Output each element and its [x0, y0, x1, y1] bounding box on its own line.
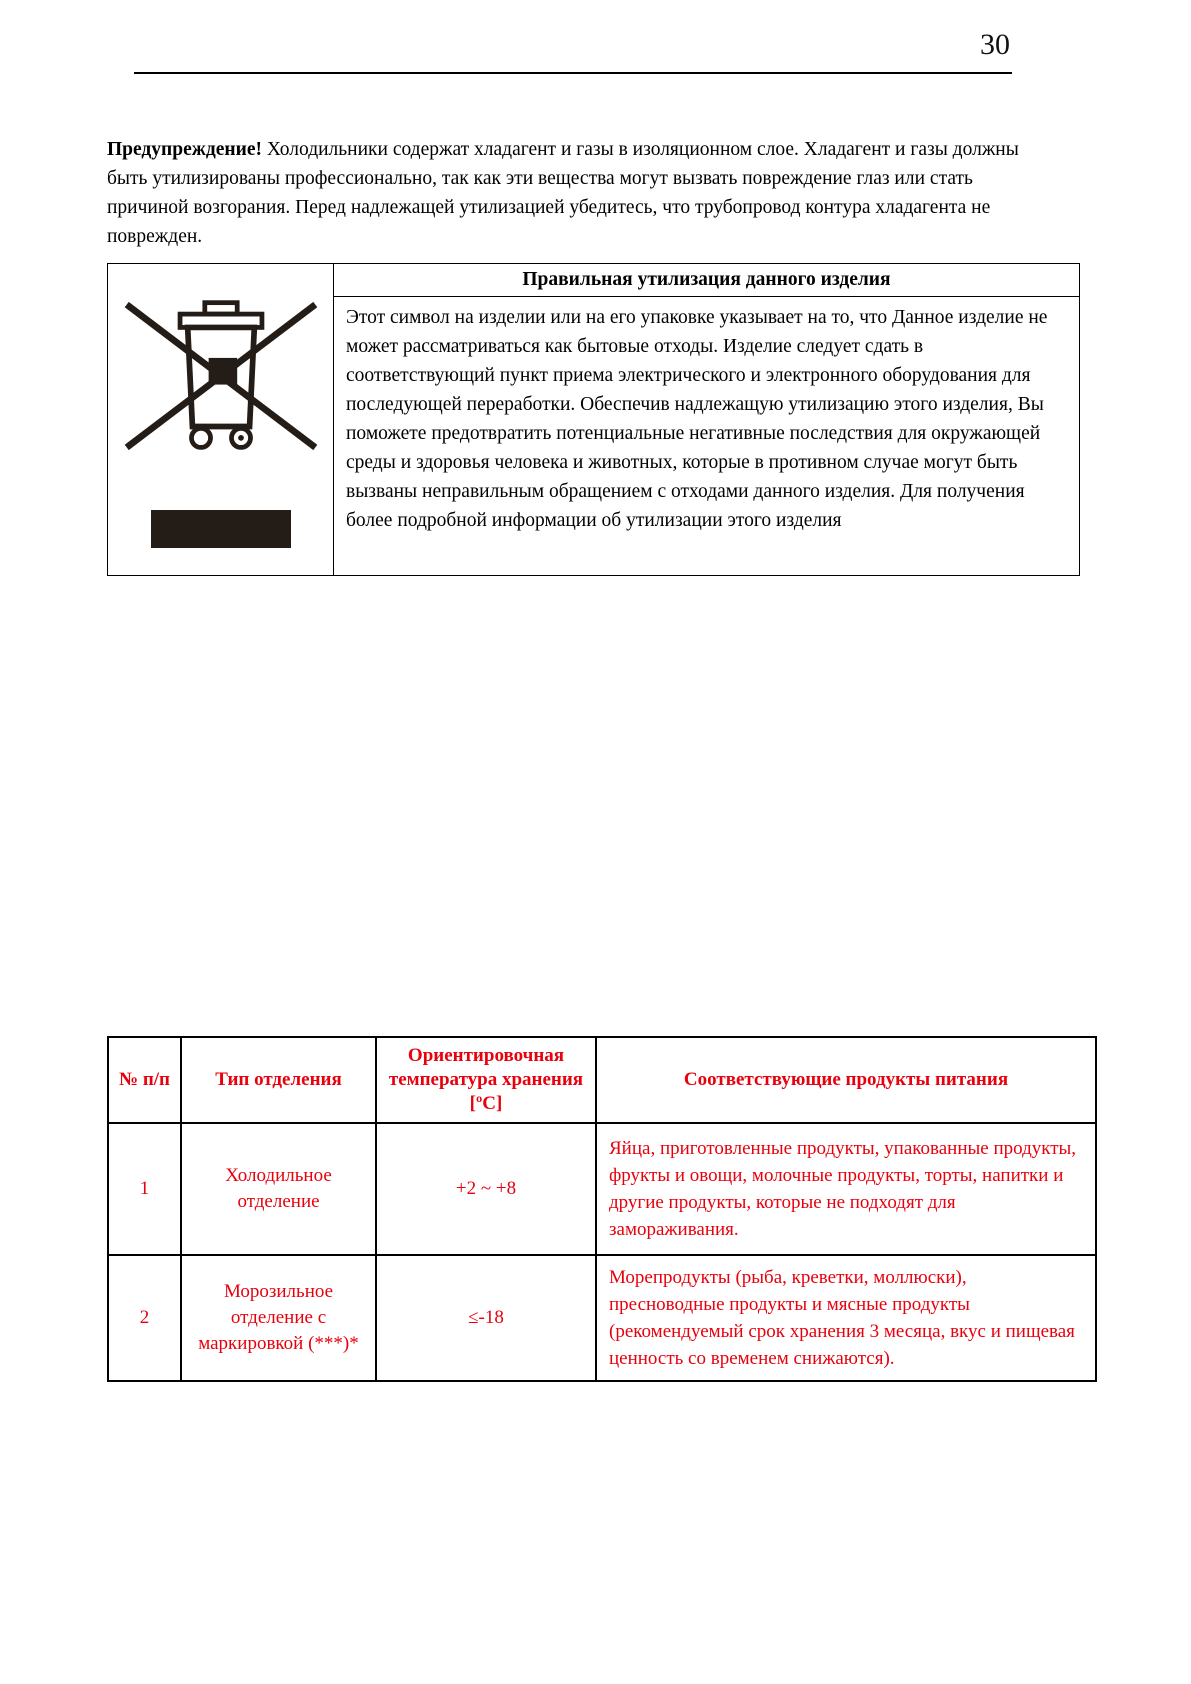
compartment-table	[107, 1036, 1097, 1382]
cell-storage-temperature: ≤-18	[376, 1255, 596, 1381]
warning-label: Предупреждение!	[107, 139, 263, 160]
header-rule	[134, 72, 1012, 74]
cell-compartment-type: Холодильное отделение	[181, 1123, 376, 1255]
page-number: 30	[980, 28, 1010, 61]
weee-symbol-cell	[108, 264, 334, 576]
disposal-body-text: Этот символ на изделии или на его упаковке указывает на то, что Данное изделие не может рассматриваться как бытовые отходы. Изделие следует сдать в соответствующий пункт приема электрического и электронного оборудования для последующей переработки. Обеспечив надлежащую утилизацию этого изделия, Вы поможете предотвратить потенциальные негативные последствия для окружающей среды и здоровья человека и животных, которые в противном случае могут быть вызваны неправильным обращением с отходами данного изделия. Для получения более подробной информации об утилизации этого изделия	[334, 297, 1080, 576]
cell-row-number: 1	[108, 1123, 181, 1255]
table-row	[108, 1255, 1096, 1381]
weee-crossed-out-wheeled-bin-icon	[121, 292, 321, 460]
table-row	[108, 1123, 1096, 1255]
col-header-suitable-foods: Соответствующие продукты питания	[596, 1037, 1096, 1123]
cell-suitable-foods: Яйца, приготовленные продукты, упакованные продукты, фрукты и овощи, молочные продукты, торты, напитки и другие продукты, которые не подходят для замораживания.	[596, 1123, 1096, 1255]
cell-suitable-foods: Морепродукты (рыба, креветки, моллюски), пресноводные продукты и мясные продукты (рекомендуемый срок хранения 3 месяца, вкус и пищевая ценность со временем снижаются).	[596, 1255, 1096, 1381]
cell-storage-temperature: +2 ~ +8	[376, 1123, 596, 1255]
weee-black-bar	[151, 510, 291, 548]
col-header-storage-temperature: Ориентировочная температура хранения [ºC]	[376, 1037, 596, 1123]
col-header-compartment-type: Тип отделения	[181, 1037, 376, 1123]
warning-paragraph	[107, 135, 1037, 251]
disposal-header-row	[108, 264, 1080, 297]
cell-row-number: 2	[108, 1255, 181, 1381]
disposal-table	[107, 263, 1080, 576]
compartment-header-row	[108, 1037, 1096, 1123]
disposal-title: Правильная утилизация данного изделия	[334, 264, 1080, 297]
cell-compartment-type: Морозильное отделение с маркировкой (***)*	[181, 1255, 376, 1381]
col-header-number: № п/п	[108, 1037, 181, 1123]
warning-text: Холодильники содержат хладагент и газы в изоляционном слое. Хладагент и газы должны быть утилизированы профессионально, так как эти вещества могут вызвать повреждение глаз или стать причиной возгорания. Перед надлежащей утилизацией убедитесь, что трубопровод контура хладагента не поврежден.	[107, 139, 1019, 247]
